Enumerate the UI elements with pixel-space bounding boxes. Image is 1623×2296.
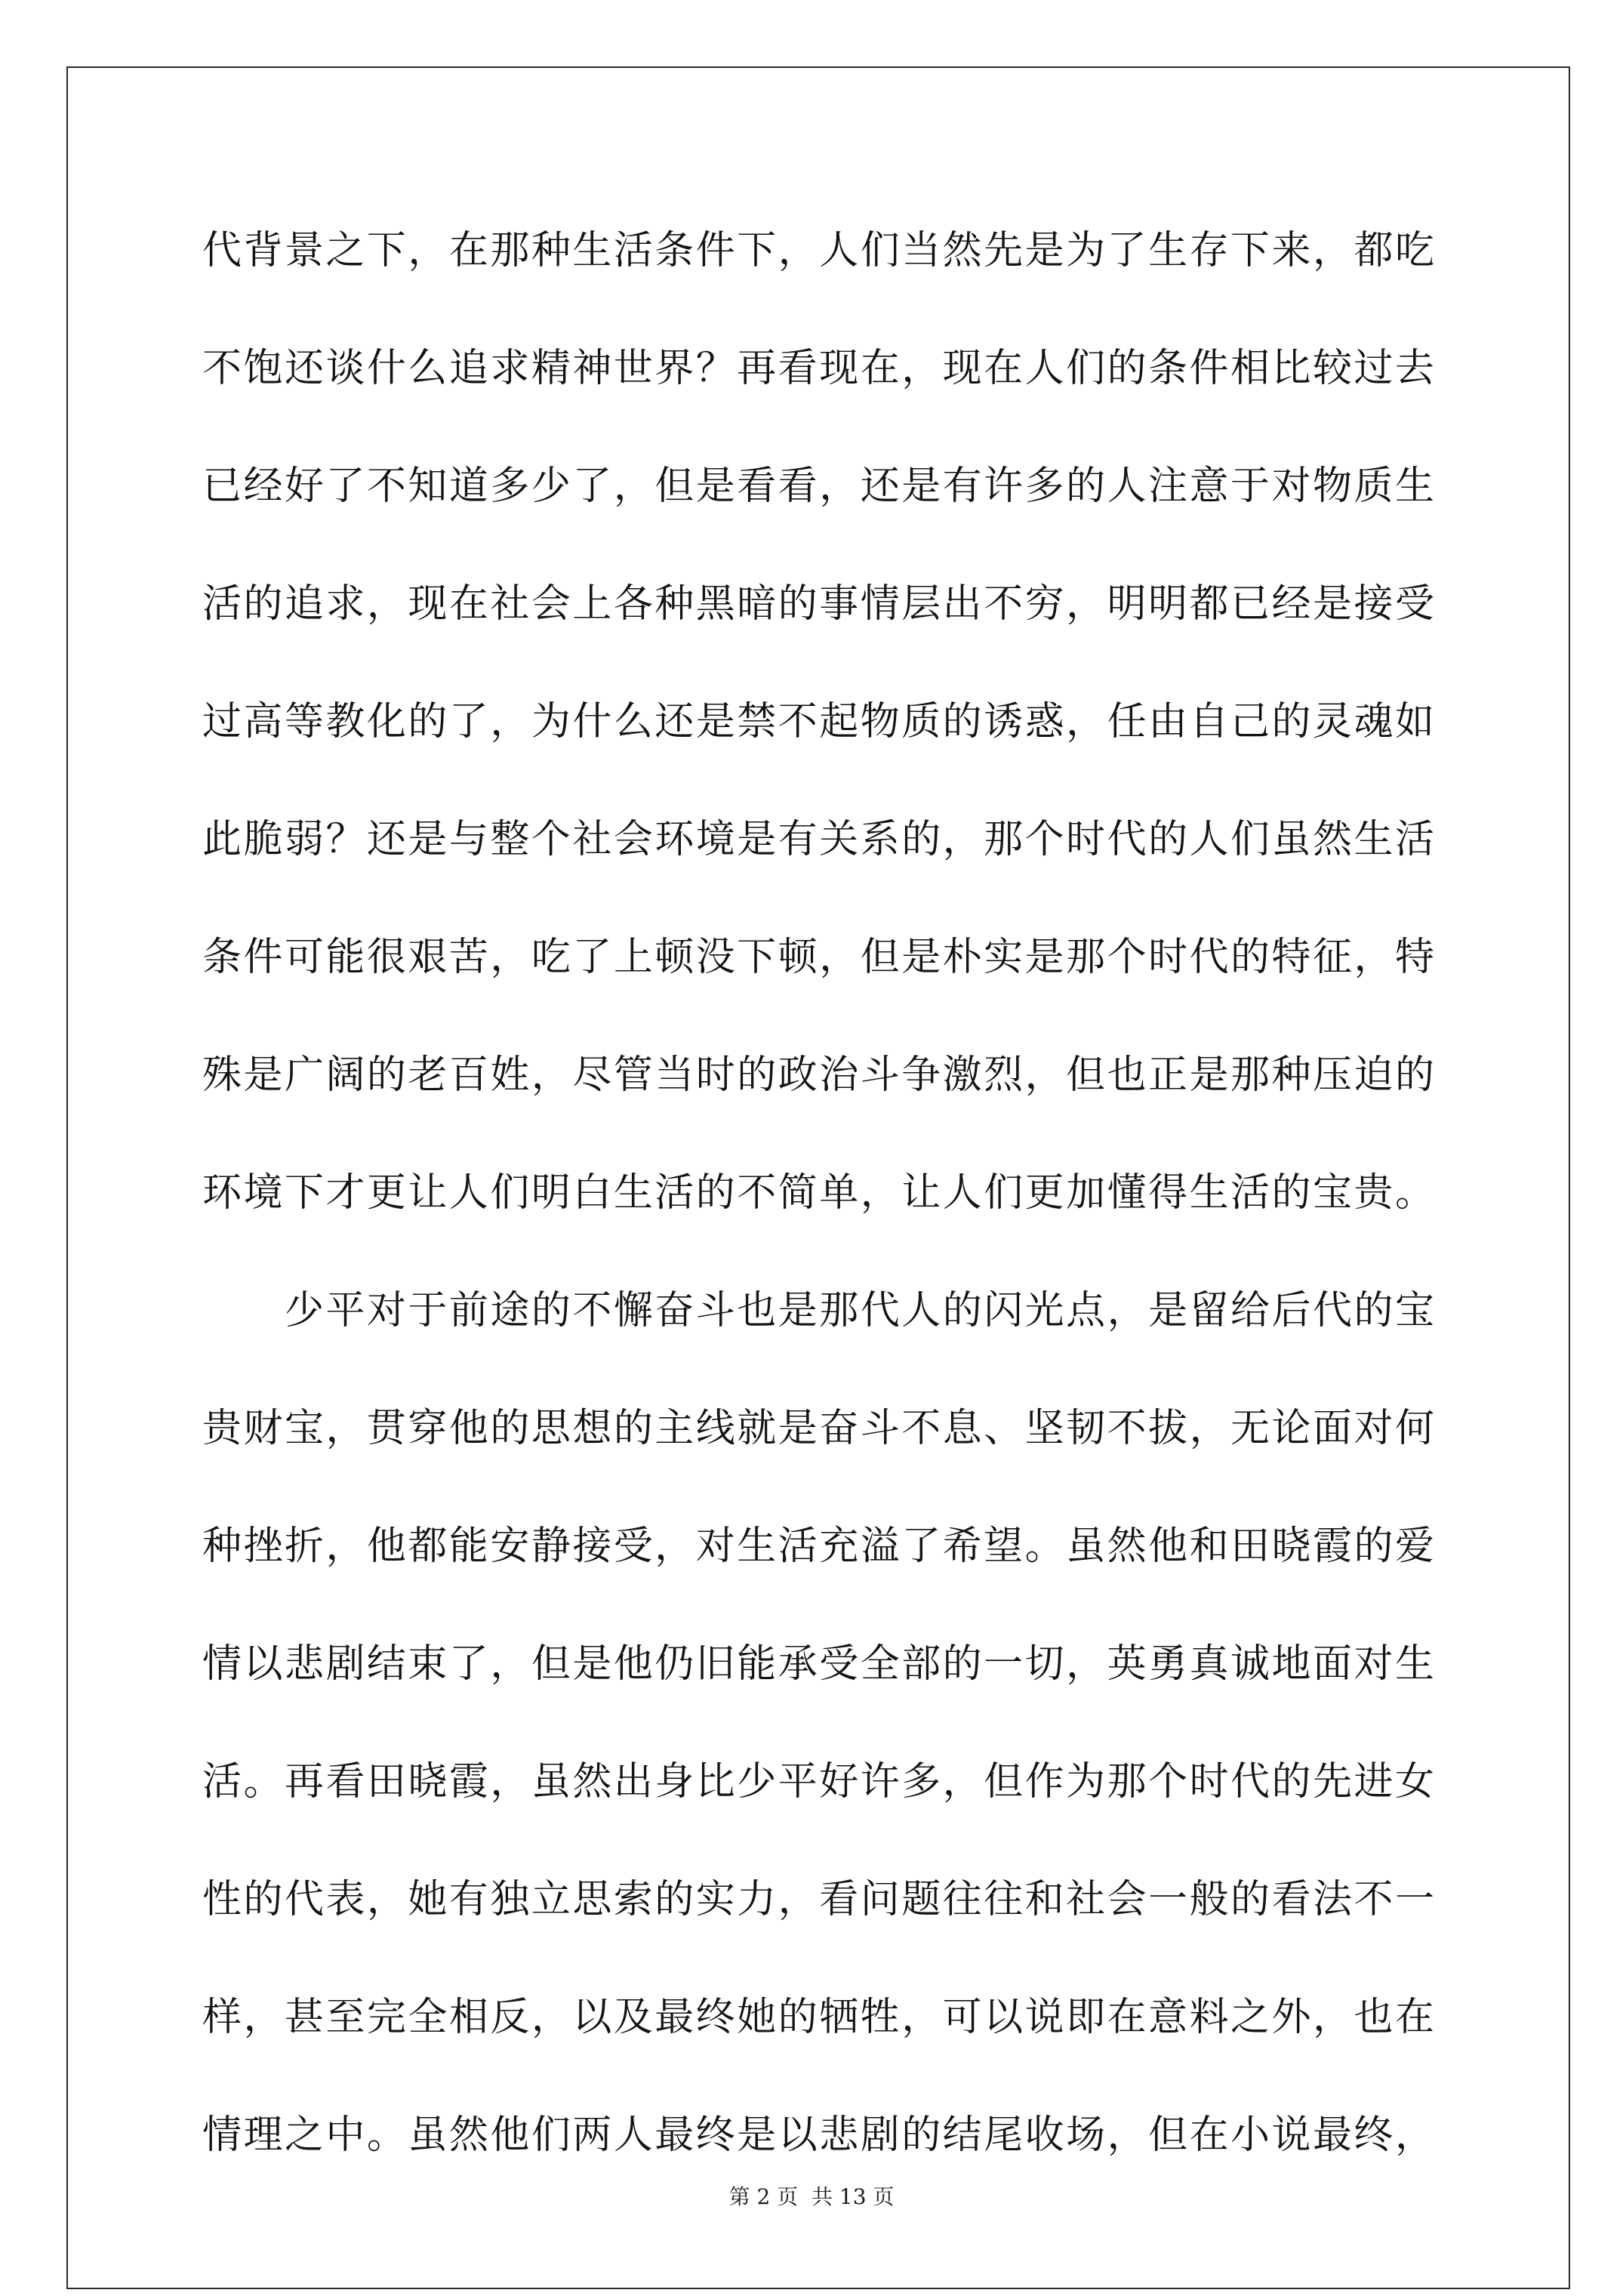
text-line: 种挫折，他都能安静接受，对生活充溢了希望。虽然他和田晓霞的爱	[202, 1524, 1434, 1569]
text-line: 贵财宝，贯穿他的思想的主线就是奋斗不息、坚韧不拔，无论面对何	[202, 1406, 1434, 1451]
document-body	[202, 192, 1434, 2194]
paragraph	[202, 192, 1434, 1252]
text-line: 殊是广阔的老百姓，尽管当时的政治斗争激烈，但也正是那种压迫的	[202, 1052, 1434, 1098]
text-line: 环境下才更让人们明白生活的不简单，让人们更加懂得生活的宝贵。	[202, 1170, 1434, 1216]
text-line: 已经好了不知道多少了，但是看看，还是有许多的人注意于对物质生	[202, 464, 1434, 509]
text-line: 此脆弱？还是与整个社会环境是有关系的，那个时代的人们虽然生活	[202, 817, 1434, 862]
text-line: 过高等教化的了，为什么还是禁不起物质的诱惑，任由自己的灵魂如	[202, 699, 1434, 744]
text-line: 情理之中。虽然他们两人最终是以悲剧的结尾收场，但在小说最终，	[202, 2113, 1434, 2158]
text-line: 活的追求，现在社会上各种黑暗的事情层出不穷，明明都已经是接受	[202, 581, 1434, 627]
text-line: 性的代表，她有独立思索的实力，看问题往往和社会一般的看法不一	[202, 1877, 1434, 1922]
text-line: 代背景之下，在那种生活条件下，人们当然先是为了生存下来，都吃	[202, 228, 1434, 273]
text-line: 活。再看田晓霞，虽然出身比少平好许多，但作为那个时代的先进女	[202, 1759, 1434, 1804]
page-number-footer: 第 2 页 共 13 页	[728, 2184, 895, 2209]
text-line: 条件可能很艰苦，吃了上顿没下顿，但是朴实是那个时代的特征，特	[202, 935, 1434, 980]
text-line: 情以悲剧结束了，但是他仍旧能承受全部的一切，英勇真诚地面对生	[202, 1641, 1434, 1687]
text-line-indented: 少平对于前途的不懈奋斗也是那代人的闪光点，是留给后代的宝	[285, 1288, 1434, 1333]
text-line: 不饱还谈什么追求精神世界？再看现在，现在人们的条件相比较过去	[202, 346, 1434, 391]
paragraph	[202, 1252, 1434, 2194]
text-line: 样，甚至完全相反，以及最终她的牺牲，可以说即在意料之外，也在	[202, 1995, 1434, 2040]
